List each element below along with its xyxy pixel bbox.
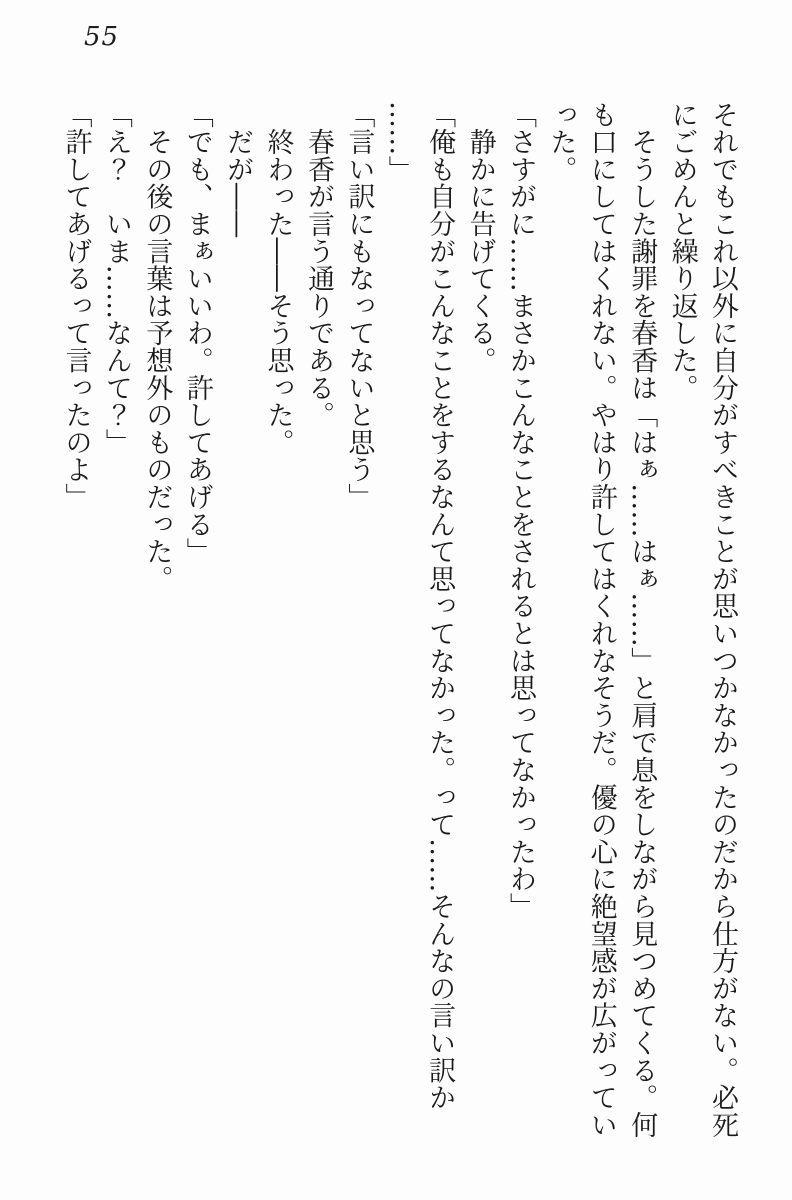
text-line: だが―― xyxy=(222,101,254,238)
text-line: その後の言葉は予想外のものだった。 xyxy=(141,101,173,593)
text-line: 「俺も自分がこんなことをするなんて思ってなかった。って……そんなの言い訳か xyxy=(424,101,456,1112)
page-number: 55 xyxy=(84,22,120,52)
text-line: った。 xyxy=(545,101,577,183)
text-line: も口にしてはくれない。やはり許してはくれなそうだ。優の心に絶望感が広がってい xyxy=(585,101,617,1139)
text-line: 「許してあげるって言ったのよ」 xyxy=(60,101,92,511)
page-text xyxy=(55,101,742,1165)
text-line: 「さすがに……まさかこんなことをされるとは思ってなかったわ」 xyxy=(504,101,536,920)
text-line: 静かに告げてくる。 xyxy=(464,101,496,374)
text-line: ……」 xyxy=(383,101,415,183)
text-line: にごめんと繰り返した。 xyxy=(666,101,698,402)
text-line: そうした謝罪を春香は「はぁ……はぁ……」と肩で息をしながら見つめてくる。何 xyxy=(626,101,658,1139)
text-line: それでもこれ以外に自分がすべきことが思いつかなかったのだから仕方がない。必死 xyxy=(707,101,738,1139)
text-line: 終わった――そう思った。 xyxy=(262,101,294,456)
text-line: 春香が言う通りである。 xyxy=(302,101,334,429)
text-line: 「え？ いま……なんて？」 xyxy=(100,101,132,456)
text-line: 「言い訳にもなってないと思う」 xyxy=(343,101,375,511)
text-line: 「でも、まぁいいわ。許してあげる」 xyxy=(181,101,213,566)
